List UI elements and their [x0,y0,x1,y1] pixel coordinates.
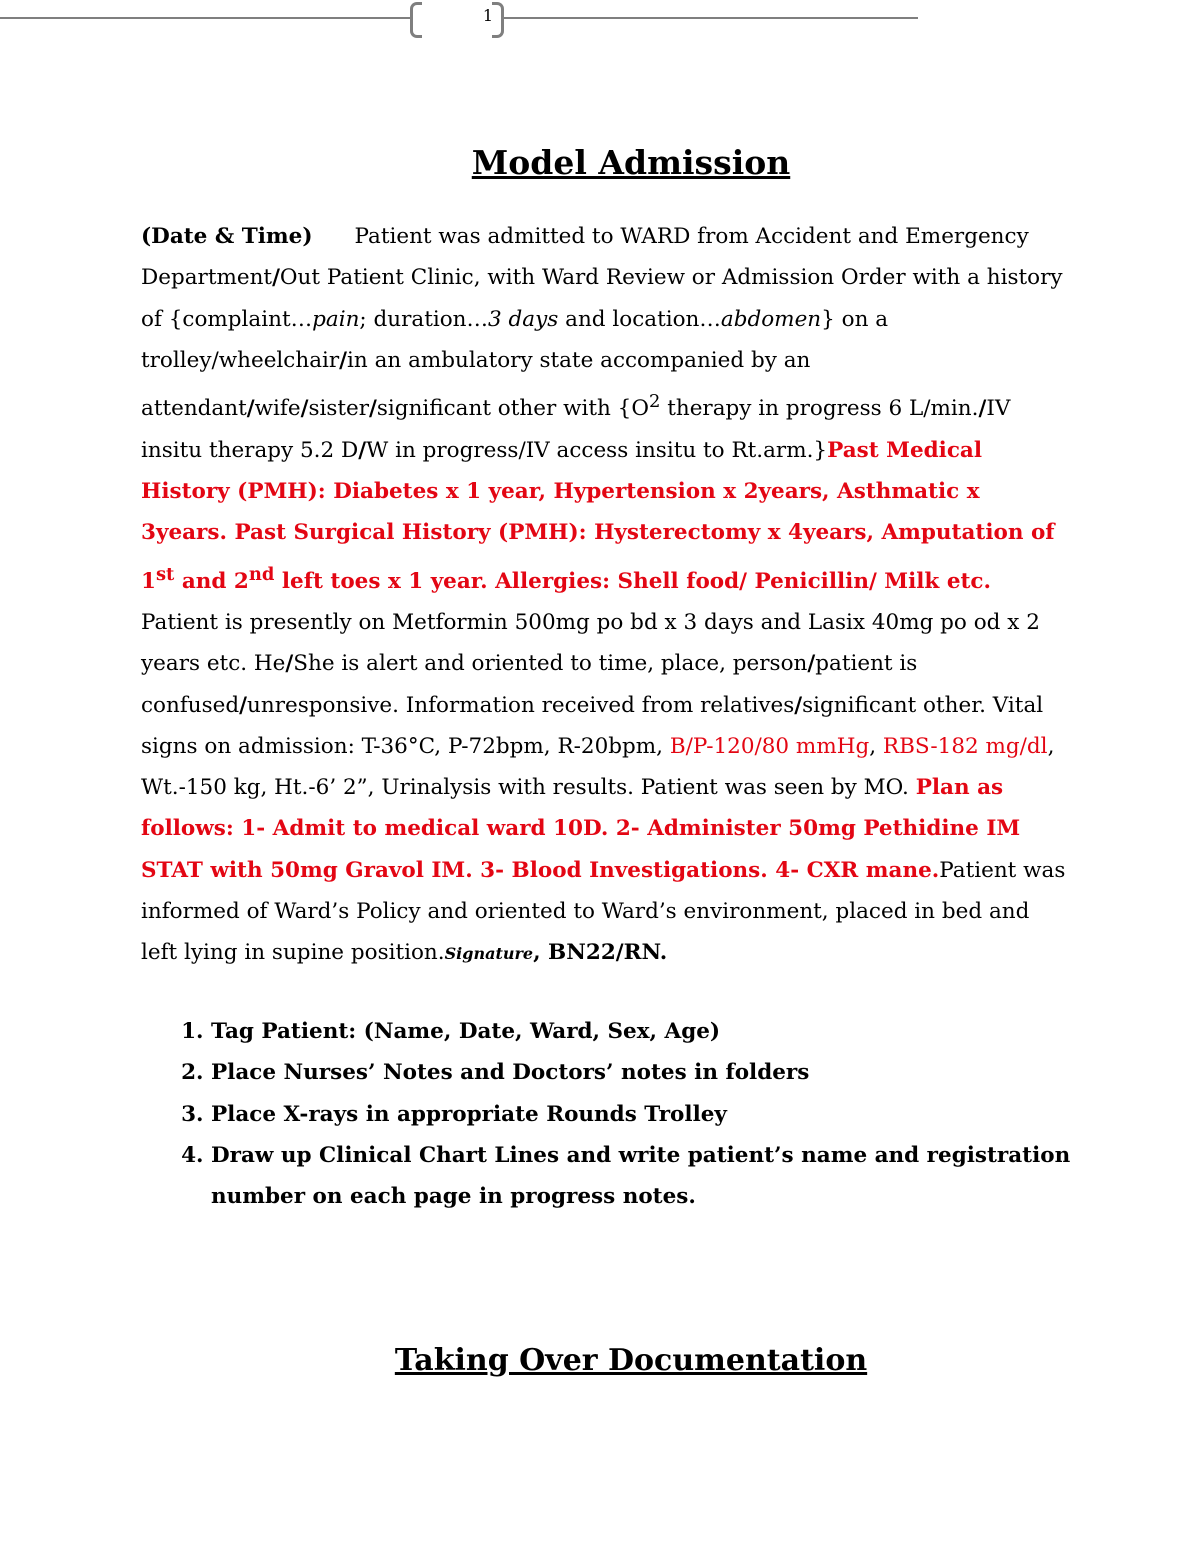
page-title: Model Admission [471,143,791,182]
text-run: Patient was admitted to WARD from Accident and Emergency Department [141,224,1029,291]
slash: / [239,692,248,718]
slash: / [978,396,987,422]
text-run: IV insitu therapy 5.2 D [141,396,1011,463]
slash: / [272,265,280,291]
slash: / [339,347,348,373]
text-run: She is alert and oriented to time, place, person [293,651,808,677]
text-run: Patient was informed of Ward’s Policy and oriented to Ward’s environment, placed in bed and left lying in supine position. [141,857,1066,966]
slash: / [285,651,294,677]
list-item: 1. Tag Patient: (Name, Date, Ward, Sex, Age) [211,1011,1111,1052]
text-run: Patient is presently on Metformin 500mg po bd x 3 days and Lasix 40mg po od x 2 years etc. He [141,609,1040,677]
section-title: Taking Over Documentation [394,1343,868,1378]
slash: / [369,396,377,422]
header-rule-left [0,17,412,19]
date-time-label: (Date & Time) [141,224,313,249]
text-run: sister [308,396,370,422]
slash: / [358,437,367,463]
admission-paragraph [141,216,1066,975]
page-number-bracket-left [410,2,422,38]
text-run: Out Patient Clinic, with Ward Review or Admission Order with a history of {complaint… [141,265,1063,332]
text-run: Past Medical History (PMH): Diabetes x 1 year, Hypertension x 2years, Asthmatic x 3years. Past Surgical History (PMH): Hysterectomy x 4years, Amputation of 1 [141,437,1055,594]
slash: / [300,396,309,422]
blood-sugar: RBS-182 mg/dl [882,733,1048,759]
blood-pressure: B/P-120/80 mmHg [669,733,870,759]
text-run: therapy in progress 6 L/min. [660,396,979,422]
superscript: st [155,563,175,585]
text-run: in an ambulatory state accompanied by an attendant [141,347,811,422]
text-run: wife [254,396,301,422]
list-item: 2. Place Nurses’ Notes and Doctors’ notes in folders [211,1052,1111,1093]
text-run: , [869,733,883,759]
text-run: and location… [558,306,721,332]
header-rule-right [502,17,918,19]
page-number-bracket-right [492,2,504,38]
list-item: 3. Place X-rays in appropriate Rounds Trolley [211,1094,1111,1135]
admission-steps-list [170,1011,1111,1217]
superscript: nd [248,563,275,585]
page-number: 1 [482,6,494,25]
superscript: 2 [648,391,661,413]
text-run: unresponsive. Information received from relatives [247,692,795,718]
signature: Signature [444,944,534,964]
text-run: 3 days [488,306,559,332]
text-run: W in progress/IV access insitu to Rt.arm.} [366,437,828,463]
treatment-plan: Plan as follows: 1- Admit to medical ward 10D. 2- Administer 50mg Pethidine IM STAT with 50mg Gravol IM. 3- Blood Investigations. 4- CXR mane. [141,775,1021,883]
text-run: left toes x 1 year. Allergies: Shell food/ Penicillin/ Milk etc. [274,568,992,594]
text-run: abdomen [720,306,822,332]
text-run: and 2 [174,568,249,594]
text-run: significant other with {O [376,396,649,422]
slash: / [246,396,255,422]
credentials: , BN22/RN. [533,940,668,966]
slash: / [807,651,816,677]
text-run: pain [312,306,360,332]
text-run: , Wt.-150 kg, Ht.-6’ 2”, Urinalysis with results. Patient was seen by MO. [141,733,1055,801]
text-run: ; duration… [359,306,489,332]
list-item: 4. Draw up Clinical Chart Lines and write patient’s name and registration number on each page in progress notes. [211,1135,1111,1218]
text-run: } on a trolley/wheelchair [141,306,889,373]
text-run: patient is confused [141,651,918,718]
slash: / [794,692,803,718]
text-run: significant other. Vital signs on admission: T-36°C, P-72bpm, R-20bpm, [141,692,1044,759]
